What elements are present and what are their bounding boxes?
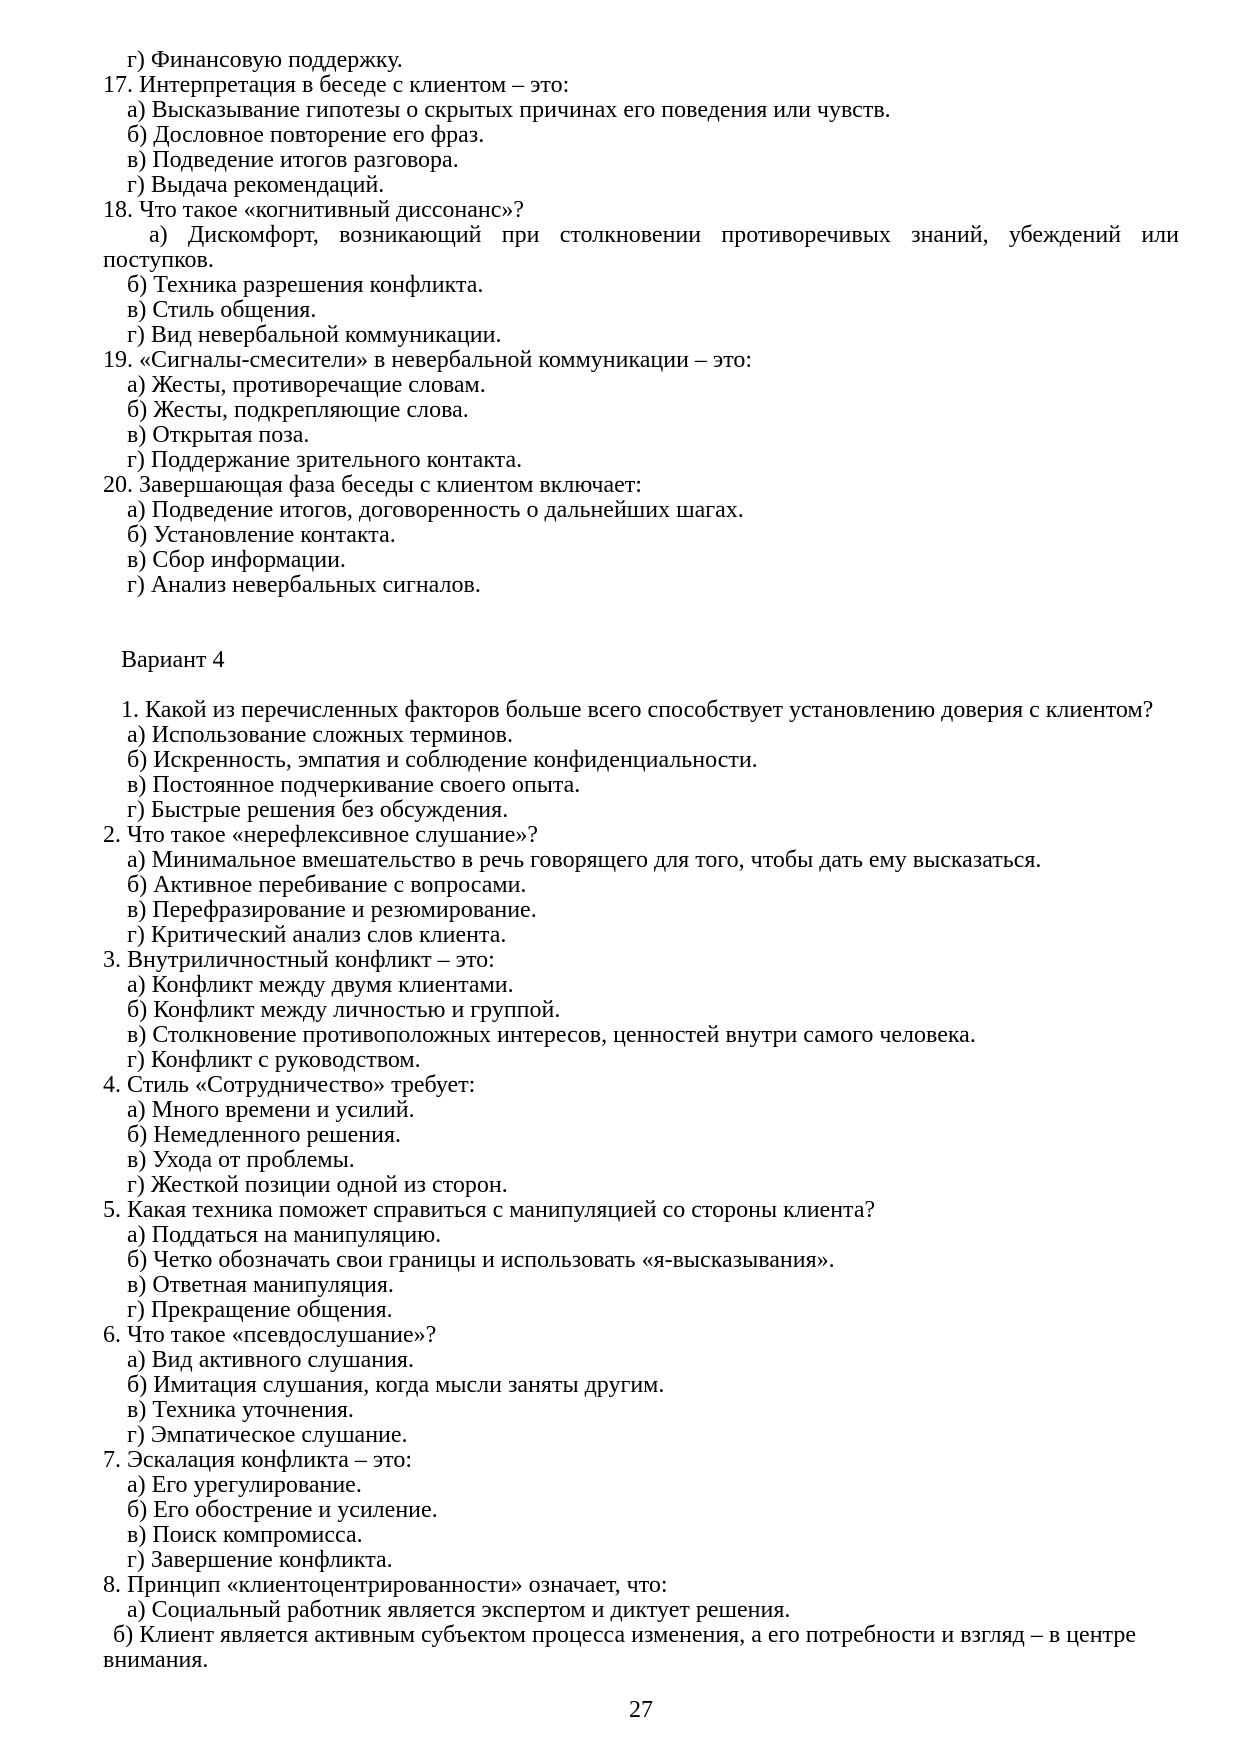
option-line: б) Установление контакта. (127, 522, 396, 548)
option-line: б) Четко обозначать свои границы и использовать «я-высказывания». (127, 1247, 835, 1273)
option-line: а) Подведение итогов, договоренность о дальнейших шагах. (127, 497, 744, 523)
question-line: 5. Какая техника поможет справиться с манипуляцией со стороны клиента? (103, 1197, 876, 1223)
option-line: г) Поддержание зрительного контакта. (127, 447, 523, 473)
option-line: в) Ответная манипуляция. (127, 1272, 394, 1298)
option-line: а) Дискомфорт, возникающий при столкновении противоречивых знаний, убеждений или (149, 222, 1179, 248)
option-line: г) Выдача рекомендаций. (127, 172, 385, 198)
option-line: б) Клиент является активным субъектом процесса изменения, а его потребности и взгляд – в центре (113, 1622, 1136, 1648)
option-line: а) Социальный работник является экспертом и диктует решения. (127, 1597, 791, 1623)
option-line: а) Конфликт между двумя клиентами. (127, 972, 514, 998)
option-line: г) Анализ невербальных сигналов. (127, 572, 481, 598)
option-line: в) Сбор информации. (127, 547, 346, 573)
option-line: г) Эмпатическое слушание. (127, 1422, 408, 1448)
option-line: а) Минимальное вмешательство в речь говорящего для того, чтобы дать ему высказаться. (127, 847, 1042, 873)
option-line: а) Высказывание гипотезы о скрытых причинах его поведения или чувств. (127, 97, 891, 123)
blank-line (103, 598, 1179, 623)
question-line: 20. Завершающая фаза беседы с клиентом включает: (103, 472, 642, 498)
question-line: 8. Принцип «клиентоцентрированности» означает, что: (103, 1572, 668, 1598)
option-line: г) Жесткой позиции одной из сторон. (127, 1172, 508, 1198)
option-line: а) Использование сложных терминов. (127, 722, 513, 748)
question-line: 6. Что такое «псевдослушание»? (103, 1322, 437, 1348)
page-content (103, 48, 1179, 1723)
blank-line (103, 673, 1179, 698)
option-line: в) Поиск компромисса. (127, 1522, 363, 1548)
question-line: 3. Внутриличностный конфликт – это: (103, 947, 495, 973)
option-line: г) Финансовую поддержку. (127, 47, 403, 73)
option-line: б) Конфликт между личностью и группой. (127, 997, 561, 1023)
option-line: г) Критический анализ слов клиента. (127, 922, 507, 948)
option-line: в) Перефразирование и резюмирование. (127, 897, 537, 923)
option-line: в) Ухода от проблемы. (127, 1147, 355, 1173)
option-line: б) Техника разрешения конфликта. (127, 272, 484, 298)
option-line: а) Много времени и усилий. (127, 1097, 415, 1123)
question-line: 18. Что такое «когнитивный диссонанс»? (103, 197, 525, 223)
section-heading: Вариант 4 (121, 647, 225, 673)
text-block (103, 48, 1179, 1673)
page-number: 27 (629, 1697, 653, 1723)
option-line: в) Постоянное подчеркивание своего опыта. (127, 772, 581, 798)
question-line: 1. Какой из перечисленных факторов больше всего способствует установлению доверия с клиентом? (121, 697, 1154, 723)
option-line: а) Его урегулирование. (127, 1472, 362, 1498)
option-line: а) Вид активного слушания. (127, 1347, 414, 1373)
option-line: в) Столкновение противоположных интересов, ценностей внутри самого человека. (127, 1022, 976, 1048)
option-line: б) Имитация слушания, когда мысли заняты другим. (127, 1372, 665, 1398)
option-line: г) Конфликт с руководством. (127, 1047, 421, 1073)
blank-line (103, 623, 1179, 648)
option-line: б) Жесты, подкрепляющие слова. (127, 397, 469, 423)
option-line: б) Искренность, эмпатия и соблюдение конфиденциальности. (127, 747, 758, 773)
option-line: б) Активное перебивание с вопросами. (127, 872, 527, 898)
option-line: а) Жесты, противоречащие словам. (127, 372, 486, 398)
option-line: в) Техника уточнения. (127, 1397, 354, 1423)
option-line: б) Немедленного решения. (127, 1122, 401, 1148)
option-line: в) Подведение итогов разговора. (127, 147, 459, 173)
continuation-line: внимания. (103, 1647, 209, 1673)
option-line: а) Поддаться на манипуляцию. (127, 1222, 442, 1248)
question-line: 2. Что такое «нерефлексивное слушание»? (103, 822, 539, 848)
question-line: 17. Интерпретация в беседе с клиентом – это: (103, 72, 570, 98)
option-line: в) Открытая поза. (127, 422, 310, 448)
question-line: 4. Стиль «Сотрудничество» требует: (103, 1072, 476, 1098)
option-line: в) Стиль общения. (127, 297, 317, 323)
continuation-line: поступков. (103, 247, 214, 273)
question-line: 19. «Сигналы-смесители» в невербальной коммуникации – это: (103, 347, 753, 373)
question-line: 7. Эскалация конфликта – это: (103, 1447, 412, 1473)
option-line: б) Дословное повторение его фраз. (127, 122, 485, 148)
option-line: г) Быстрые решения без обсуждения. (127, 797, 509, 823)
option-line: г) Прекращение общения. (127, 1297, 393, 1323)
option-line: г) Завершение конфликта. (127, 1547, 393, 1573)
option-line: б) Его обострение и усиление. (127, 1497, 438, 1523)
option-line: г) Вид невербальной коммуникации. (127, 322, 502, 348)
